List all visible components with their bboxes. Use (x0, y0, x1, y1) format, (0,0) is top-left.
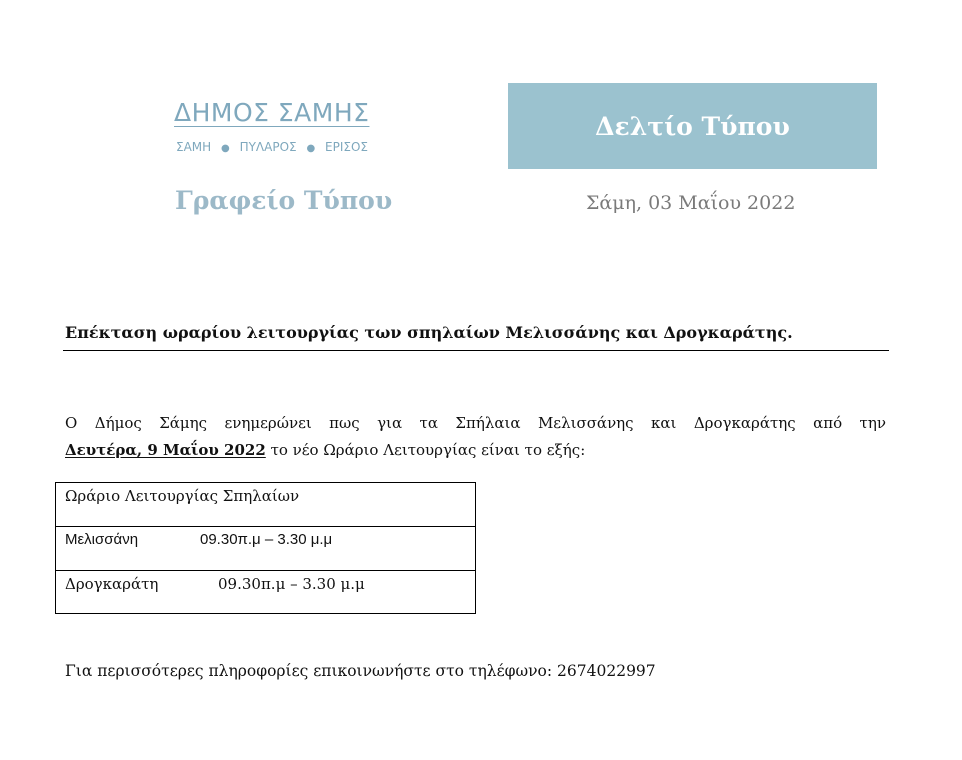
contact-info: Για περισσότερες πληροφορίες επικοινωνήστε στο τηλέφωνο: 2674022997 (65, 662, 656, 680)
opening-hours-table (55, 482, 476, 614)
bullet-separator: ● (221, 143, 230, 154)
word: ενημερώνει (224, 414, 312, 432)
word: Σάμης (159, 414, 208, 432)
word: Δρογκαράτης (693, 414, 796, 432)
paragraph-continuation: το νέο Ωράριο Λειτουργίας είναι το εξής: (265, 441, 586, 459)
release-date: Σάμη, 03 Μαΐου 2022 (586, 192, 796, 214)
word: Ο (65, 414, 78, 432)
cave-name: Μελισσάνη (65, 531, 139, 548)
body-paragraph-line-1 (65, 414, 886, 432)
word: από (813, 414, 843, 432)
word: τα (419, 414, 438, 432)
body-paragraph-line-2 (65, 441, 585, 459)
word: Μελισσάνης (537, 414, 634, 432)
municipality-logo-name: ΔΗΜΟΣ ΣΑΜΗΣ (174, 98, 370, 127)
word: πως (329, 414, 360, 432)
press-bulletin-title: Δελτίο Τύπου (595, 111, 790, 141)
municipality-units (176, 140, 368, 154)
table-row (56, 571, 475, 613)
word: Σπήλαια (455, 414, 521, 432)
bullet-separator: ● (306, 143, 316, 154)
press-office-title: Γραφείο Τύπου (175, 186, 393, 215)
table-header-row (56, 483, 475, 527)
table-row (56, 527, 475, 571)
unit-sami: ΣΑΜΗ (176, 140, 212, 154)
table-header: Ωράριο Λειτουργίας Σπηλαίων (65, 487, 300, 505)
headline-divider (63, 350, 889, 351)
document-headline: Επέκταση ωραρίου λειτουργίας των σπηλαίων Μελισσάνης και Δρογκαράτης. (65, 323, 793, 342)
cave-hours: 09.30π.μ – 3.30 μ.μ (200, 531, 333, 548)
unit-pylaros: ΠΥΛΑΡΟΣ (239, 140, 297, 154)
word: την (859, 414, 886, 432)
word: για (377, 414, 403, 432)
cave-hours: 09.30π.μ – 3.30 μ.μ (218, 575, 365, 593)
press-bulletin-banner (508, 83, 877, 169)
cave-name: Δρογκαράτη (65, 575, 159, 593)
unit-erisos: ΕΡΙΣΟΣ (325, 140, 368, 154)
word: Δήμος (94, 414, 142, 432)
word: και (651, 414, 677, 432)
start-date-emphasis: Δευτέρα, 9 Μαΐου 2022 (65, 441, 266, 459)
